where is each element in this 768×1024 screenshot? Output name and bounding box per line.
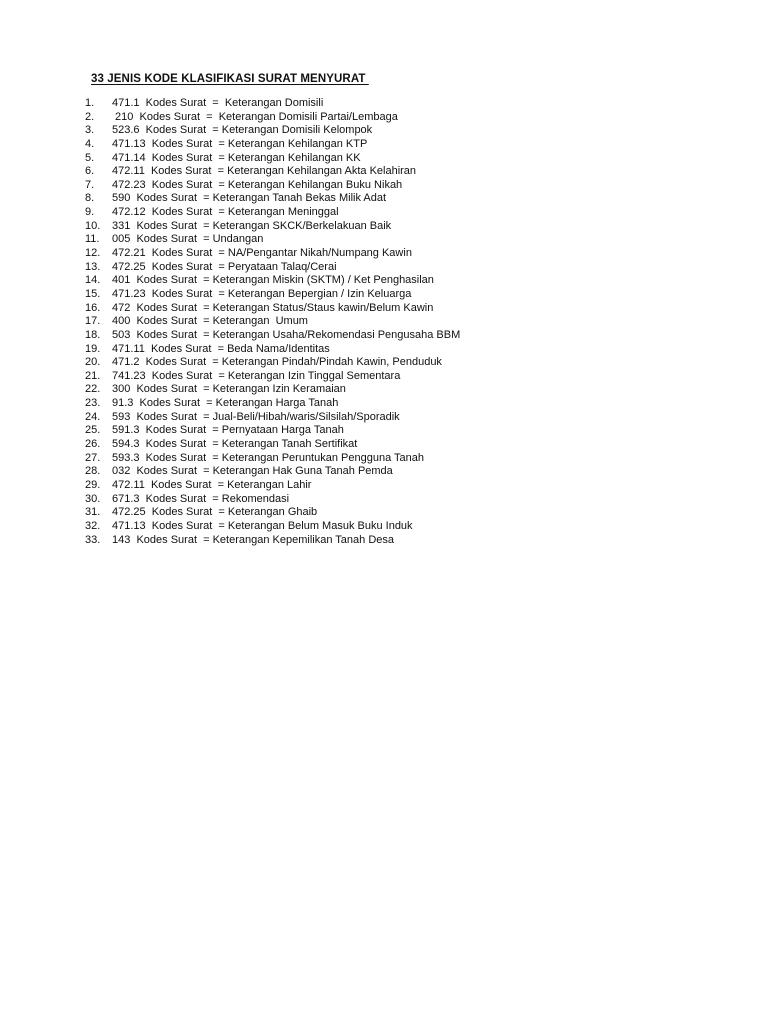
list-item — [85, 233, 460, 247]
list-item-text: 593.3 Kodes Surat = Keterangan Peruntukan Pengguna Tanah — [112, 451, 425, 464]
list-item-number: 15. — [85, 287, 101, 300]
list-item — [85, 452, 460, 466]
list-item — [85, 506, 460, 520]
list-item-text: 143 Kodes Surat = Keterangan Kepemilikan Tanah Desa — [112, 533, 395, 546]
list-item-number: 19. — [85, 342, 101, 355]
list-item — [85, 247, 460, 261]
list-item-number: 30. — [85, 492, 101, 505]
list-item — [85, 356, 460, 370]
list-item-text: 472.25 Kodes Surat = Peryataan Talaq/Cerai — [112, 260, 337, 273]
list-item-number: 23. — [85, 397, 101, 410]
list-item — [85, 192, 460, 206]
list-item — [85, 179, 460, 193]
list-item-text: 472.11 Kodes Surat = Keterangan Kehilangan Akta Kelahiran — [112, 165, 417, 178]
list-item-text: 471.1 Kodes Surat = Keterangan Domisili — [112, 97, 324, 109]
list-item-text: 591.3 Kodes Surat = Pernyataan Harga Tanah — [112, 424, 344, 437]
list-item-text: 210 Kodes Surat = Keterangan Domisili Partai/Lembaga — [112, 110, 398, 123]
list-item-number: 13. — [85, 260, 101, 273]
list-item — [85, 302, 460, 316]
list-item-text: 91.3 Kodes Surat = Keterangan Harga Tanah — [112, 397, 339, 410]
list-item-text: 300 Kodes Surat = Keterangan Izin Keramaian — [112, 383, 346, 396]
list-item — [85, 479, 460, 493]
list-item — [85, 315, 460, 329]
list-item-number: 14. — [85, 274, 101, 287]
list-item-number: 12. — [85, 247, 101, 260]
list-item-text: 523.6 Kodes Surat = Keterangan Domisili Kelompok — [112, 124, 373, 137]
list-item-number: 28. — [85, 465, 101, 478]
list-item — [85, 288, 460, 302]
list-item-number: 18. — [85, 328, 101, 341]
list-item-number: 5. — [85, 151, 95, 164]
list-item-number: 2. — [85, 110, 95, 123]
list-item-number: 25. — [85, 424, 101, 437]
list-item-number: 6. — [85, 165, 95, 178]
list-item-text: 331 Kodes Surat = Keterangan SKCK/Berkelakuan Baik — [112, 219, 392, 232]
list-item — [85, 370, 460, 384]
list-item-text: 472.21 Kodes Surat = NA/Pengantar Nikah/Numpang Kawin — [112, 247, 412, 260]
list-item — [85, 424, 460, 438]
classification-code-list — [85, 97, 460, 547]
list-item-text: 400 Kodes Surat = Keterangan Umum — [112, 315, 308, 328]
list-item-text: 472.12 Kodes Surat = Keterangan Meninggal — [112, 206, 339, 219]
list-item-number: 22. — [85, 383, 101, 396]
list-item-text: 471.13 Kodes Surat = Keterangan Belum Masuk Buku Induk — [112, 519, 413, 532]
list-item — [85, 206, 460, 220]
list-item — [85, 220, 460, 234]
list-item-number: 26. — [85, 438, 101, 451]
list-item — [85, 465, 460, 479]
list-item-text: 593 Kodes Surat = Jual-Beli/Hibah/waris/Silsilah/Sporadik — [112, 410, 400, 423]
list-item-number: 33. — [85, 533, 101, 546]
list-item — [85, 97, 460, 111]
list-item-number: 9. — [85, 206, 95, 219]
list-item-number: 32. — [85, 519, 101, 532]
list-item-number: 29. — [85, 478, 101, 491]
list-item — [85, 138, 460, 152]
list-item-text: 471.14 Kodes Surat = Keterangan Kehilangan KK — [112, 151, 361, 164]
list-item-number: 1. — [85, 97, 95, 109]
list-item — [85, 111, 460, 125]
list-item — [85, 165, 460, 179]
list-item-text: 590 Kodes Surat = Keterangan Tanah Bekas Milik Adat — [112, 192, 387, 205]
list-item-number: 8. — [85, 192, 95, 205]
document-title: 33 JENIS KODE KLASIFIKASI SURAT MENYURAT — [91, 73, 369, 85]
list-item-number: 27. — [85, 451, 101, 464]
list-item-number: 17. — [85, 315, 101, 328]
list-item-text: 471.11 Kodes Surat = Beda Nama/Identitas — [112, 342, 330, 355]
list-item-text: 472.25 Kodes Surat = Keterangan Ghaib — [112, 506, 318, 519]
list-item — [85, 343, 460, 357]
list-item-text: 472 Kodes Surat = Keterangan Status/Staus kawin/Belum Kawin — [112, 301, 434, 314]
list-item — [85, 534, 460, 548]
list-item-number: 31. — [85, 506, 101, 519]
list-item — [85, 493, 460, 507]
list-item-number: 20. — [85, 356, 101, 369]
list-item-number: 7. — [85, 178, 95, 191]
list-item-text: 401 Kodes Surat = Keterangan Miskin (SKTM) / Ket Penghasilan — [112, 274, 434, 287]
list-item-number: 11. — [85, 233, 100, 246]
list-item — [85, 261, 460, 275]
list-item-text: 671.3 Kodes Surat = Rekomendasi — [112, 492, 290, 505]
list-item — [85, 411, 460, 425]
list-item — [85, 274, 460, 288]
list-item — [85, 329, 460, 343]
list-item — [85, 438, 460, 452]
list-item — [85, 397, 460, 411]
list-item — [85, 383, 460, 397]
list-item-number: 24. — [85, 410, 101, 423]
list-item-number: 10. — [85, 219, 101, 232]
list-item-text: 471.2 Kodes Surat = Keterangan Pindah/Pindah Kawin, Penduduk — [112, 356, 442, 369]
list-item-text: 741.23 Kodes Surat = Keterangan Izin Tinggal Sementara — [112, 369, 401, 382]
list-item-text: 503 Kodes Surat = Keterangan Usaha/Rekomendasi Pengusaha BBM — [112, 328, 461, 341]
list-item-text: 472.11 Kodes Surat = Keterangan Lahir — [112, 478, 312, 491]
list-item-number: 16. — [85, 301, 101, 314]
list-item-text: 471.23 Kodes Surat = Keterangan Bepergian / Izin Keluarga — [112, 287, 412, 300]
list-item — [85, 152, 460, 166]
list-item-text: 032 Kodes Surat = Keterangan Hak Guna Tanah Pemda — [112, 465, 393, 478]
list-item-text: 005 Kodes Surat = Undangan — [112, 233, 264, 246]
list-item — [85, 520, 460, 534]
list-item-text: 472.23 Kodes Surat = Keterangan Kehilangan Buku Nikah — [112, 178, 403, 191]
list-item-number: 3. — [85, 124, 95, 137]
list-item-number: 4. — [85, 137, 95, 150]
list-item-text: 594.3 Kodes Surat = Keterangan Tanah Sertifikat — [112, 438, 358, 451]
list-item-number: 21. — [85, 369, 101, 382]
list-item — [85, 124, 460, 138]
list-item-text: 471.13 Kodes Surat = Keterangan Kehilangan KTP — [112, 137, 368, 150]
